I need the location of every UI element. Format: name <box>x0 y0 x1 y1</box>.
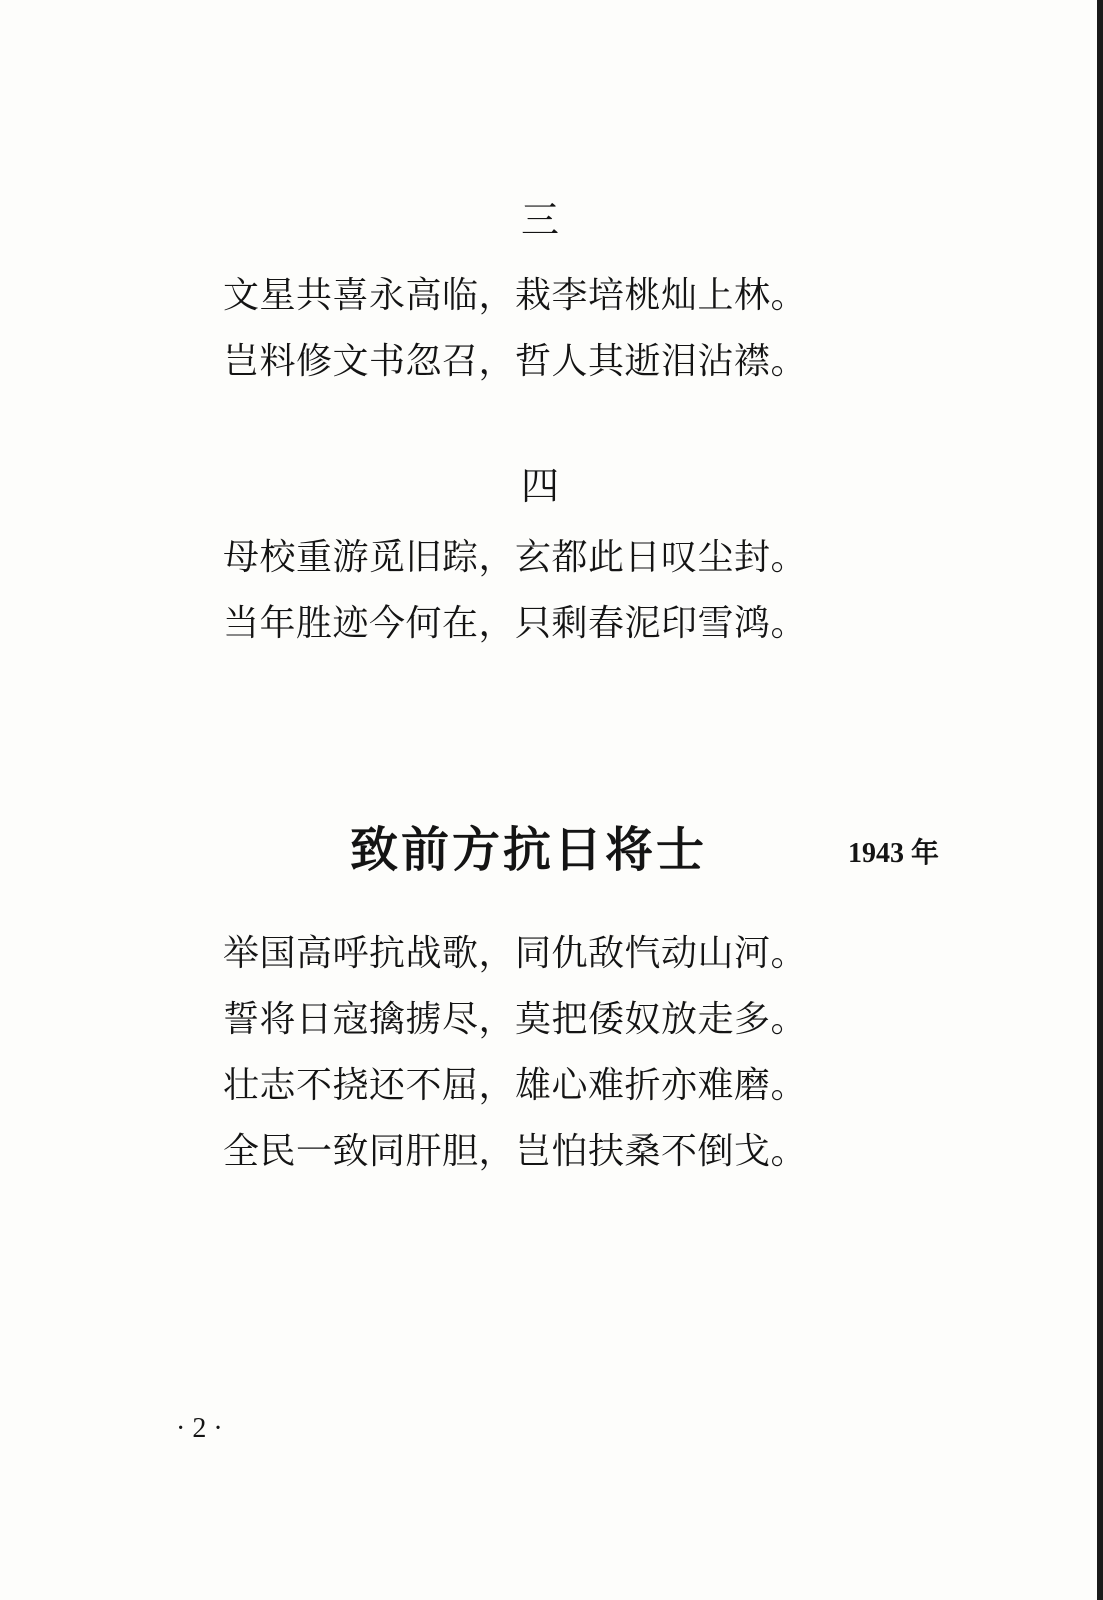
section-number-3: 三 <box>520 198 559 242</box>
verse-line: 举国高呼抗战歌，同仇敌忾动山河。 <box>223 933 808 974</box>
section-number-4: 四 <box>520 464 559 508</box>
verse-line: 当年胜迹今何在，只剩春泥印雪鸿。 <box>223 603 808 644</box>
poem-title: 致前方抗日将士 <box>350 822 708 878</box>
verse-line: 誓将日寇擒掳尽，莫把倭奴放走多。 <box>223 999 808 1040</box>
poem-year: 1943 年 <box>848 838 940 869</box>
verse-line: 岂料修文书忽召，哲人其逝泪沾襟。 <box>223 341 808 382</box>
verse-line: 全民一致同肝胆，岂怕扶桑不倒戈。 <box>223 1131 808 1172</box>
page-number: · 2 · <box>176 1413 223 1444</box>
verse-line: 壮志不挠还不屈，雄心难折亦难磨。 <box>223 1065 808 1106</box>
verse-line: 文星共喜永高临，栽李培桃灿上林。 <box>223 275 808 316</box>
page-edge <box>1097 0 1103 1600</box>
verse-line: 母校重游觅旧踪，玄都此日叹尘封。 <box>223 537 808 578</box>
